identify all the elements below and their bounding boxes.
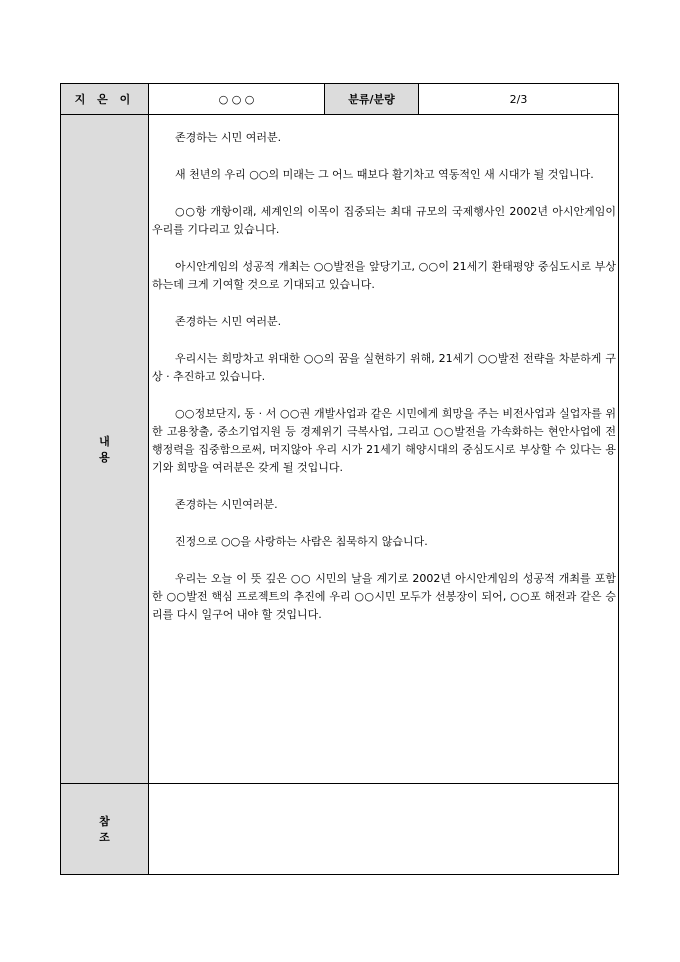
paragraph: 진정으로 ○○을 사랑하는 사람은 침묵하지 않습니다.	[175, 535, 428, 548]
paragraph: ○○정보단지, 동 · 서 ○○권 개발사업과 같은 시민에게 희망을 주는 비전사업과 실업자를 위한 고용창출, 중소기업지원 등 경제위기 극복사업, 그리고 ○○발전을 가속화하는 현안사업에 전 행정력을 집중함으로써, 머지않아 우리 시가 21세기 해양시대의 중심도시로 부상할 수 있다는 용기와 희망을 여러분은 갖게 될 것입니다.	[152, 407, 616, 474]
paragraph: 새 천년의 우리 ○○의 미래는 그 어느 때보다 활기차고 역동적인 새 시대가 될 것입니다.	[175, 168, 594, 181]
paragraph: 우리는 오늘 이 뜻 깊은 ○○ 시민의 날을 계기로 2002년 아시안게임의 성공적 개최를 포함한 ○○발전 핵심 프로젝트의 추진에 우리 ○○시민 모두가 선봉장이 되어, ○○포 해전과 같은 승리를 다시 일구어 내야 할 것입니다.	[152, 572, 616, 621]
paragraph: 존경하는 시민여러분.	[175, 498, 278, 511]
author-label: 지 은 이	[61, 84, 149, 115]
paragraph: 우리시는 희망차고 위대한 ○○의 꿈을 실현하기 위해, 21세기 ○○발전 전략을 차분하게 구상 · 추진하고 있습니다.	[152, 352, 616, 383]
author-value: ○ ○ ○	[149, 84, 325, 115]
reference-label: 참 조	[61, 784, 149, 875]
content-label: 내 용	[61, 115, 149, 784]
content-body	[149, 115, 618, 624]
content-cell	[149, 115, 619, 784]
category-label: 분류/분량	[325, 84, 419, 115]
reference-cell	[149, 784, 619, 875]
category-value: 2/3	[419, 84, 619, 115]
paragraph: 존경하는 시민 여러분.	[175, 131, 282, 144]
header-row	[61, 84, 619, 115]
paragraph: 존경하는 시민 여러분.	[175, 315, 282, 328]
content-row	[61, 115, 619, 784]
paragraph: ○○항 개항이래, 세계인의 이목이 집중되는 최대 규모의 국제행사인 2002년 아시안게임이 우리를 기다리고 있습니다.	[152, 205, 616, 236]
reference-row	[61, 784, 619, 875]
document-table	[60, 83, 619, 875]
paragraph: 아시안게임의 성공적 개최는 ○○발전을 앞당기고, ○○이 21세기 환태평양 중심도시로 부상하는데 크게 기여할 것으로 기대되고 있습니다.	[152, 260, 616, 291]
